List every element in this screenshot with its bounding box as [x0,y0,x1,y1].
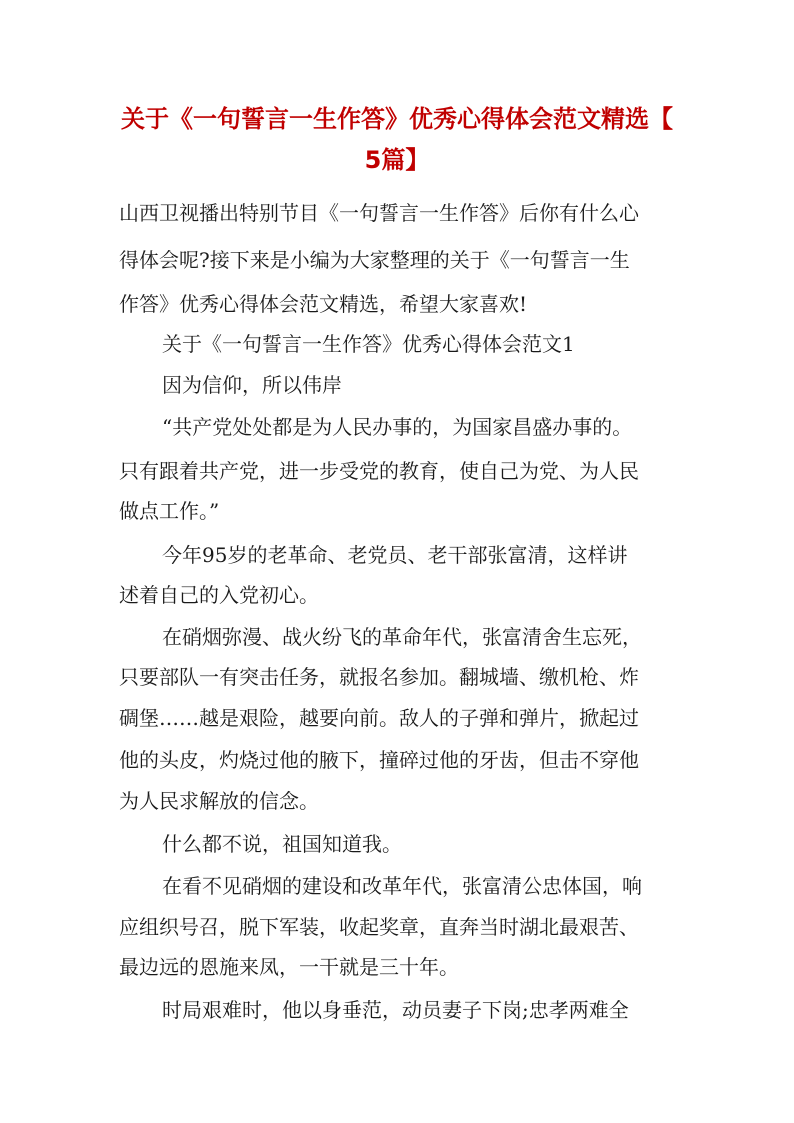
quote-line-2: 只有跟着共产党，进一步受党的教育，使自己为党、为人民 [119,459,639,483]
intro-line-1: 山西卫视播出特别节目《一句誓言一生作答》后你有什么心 [119,201,639,225]
paragraph-5-line-3: 最边远的恩施来凤，一干就是三十年。 [119,955,459,979]
quote-line-3: 做点工作。” [119,499,220,523]
paragraph-2-line-2: 述着自己的入党初心。 [119,583,319,607]
paragraph-5-line-2: 应组织号召，脱下军装，收起奖章，直奔当时湖北最艰苦、 [119,915,639,939]
intro-line-2: 得体会呢?接下来是小编为大家整理的关于《一句誓言一生 [119,248,630,272]
paragraph-3-line-3: 碉堡……越是艰险，越要向前。敌人的子弹和弹片，掀起过 [119,706,639,730]
paragraph-3-line-4: 他的头皮，灼烧过他的腋下，撞碎过他的牙齿，但击不穿他 [119,748,639,772]
subheading: 因为信仰，所以伟岸 [162,373,342,397]
quote-line-1: “共产党处处都是为人民办事的，为国家昌盛办事的。 [162,415,633,439]
paragraph-3-line-2: 只要部队一有突击任务，就报名参加。翻城墙、缴机枪、炸 [119,665,639,689]
paragraph-3-line-1: 在硝烟弥漫、战火纷飞的革命年代，张富清舍生忘死， [162,625,642,649]
intro-line-3: 作答》优秀心得体会范文精选，希望大家喜欢! [119,292,528,316]
paragraph-6-line-1: 时局艰难时，他以身垂范，动员妻子下岗;忠孝两难全 [162,998,629,1022]
paragraph-3-line-5: 为人民求解放的信念。 [119,789,319,813]
section-heading: 关于《一句誓言一生作答》优秀心得体会范文1 [162,332,575,356]
paragraph-2-line-1: 今年95岁的老革命、老党员、老干部张富清，这样讲 [162,543,628,567]
document-title-line-2: 5篇】 [364,146,430,174]
document-title-line-1: 关于《一句誓言一生作答》优秀心得体会范文精选【 [121,105,673,133]
paragraph-5-line-1: 在看不见硝烟的建设和改革年代，张富清公忠体国，响 [162,874,642,898]
paragraph-4-line-1: 什么都不说，祖国知道我。 [162,832,402,856]
